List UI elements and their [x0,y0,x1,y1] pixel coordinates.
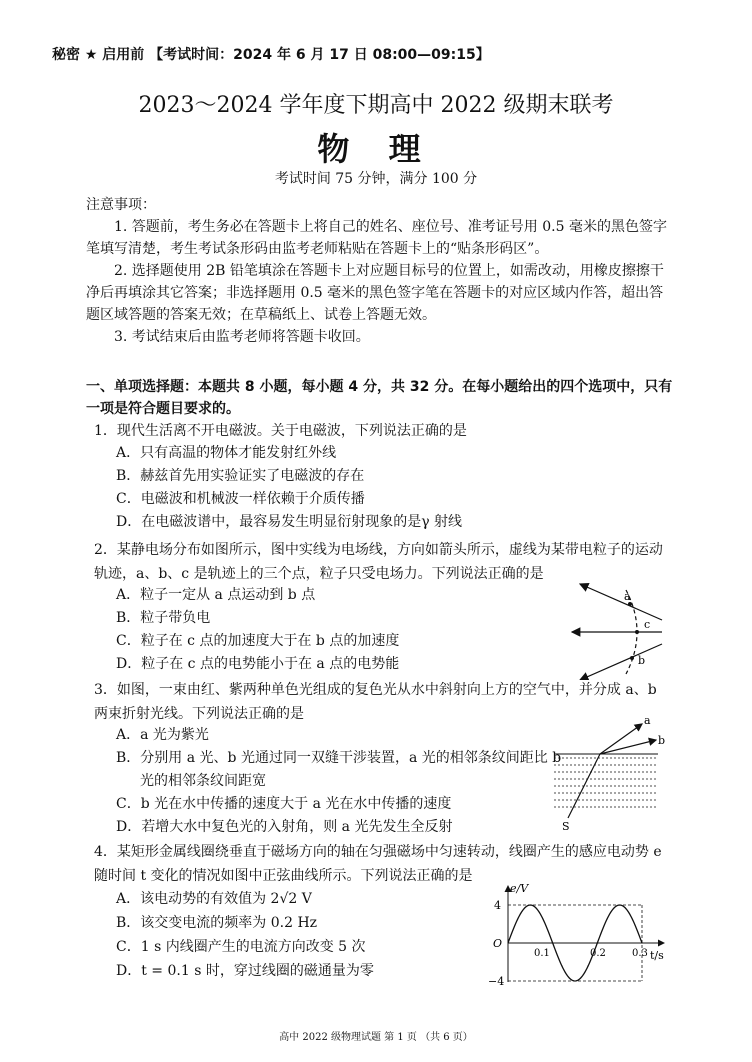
question-4-option-b: B．该交变电流的频率为 0.2 Hz [116,915,318,931]
graph-ytick-min: −4 [488,975,505,988]
graph-xtick-1: 0.1 [534,948,550,959]
question-3-option-d: D．若增大水中复色光的入射角，则 a 光先发生全反射 [116,819,453,835]
label-source-s: S [562,820,570,833]
point-b [630,656,634,660]
question-3-option-c: C．b 光在水中传播的速度大于 a 光在水中传播的速度 [116,796,452,812]
question-1-stem: 1．现代生活离不开电磁波。关于电磁波，下列说法正确的是 [94,423,467,439]
graph-xtick-3: 0.3 [632,948,648,959]
ray-b [600,740,656,754]
label-ray-a: a [644,714,651,727]
question-4-option-d: D．t = 0.1 s 时，穿过线圈的磁通量为零 [116,963,374,979]
question-2-option-a: A．粒子一定从 a 点运动到 b 点 [116,587,316,603]
ray-a [600,724,642,754]
question-4-option-a: A．该电动势的有效值为 2√2 V [116,891,312,907]
exam-time-info: 考试时间 75 分钟，满分 100 分 [274,171,478,187]
question-3-stem: 3．如图，一束由红、紫两种单色光组成的复色光从水中斜射向上方的空气中，并分成 a、b 两束折射光线。下列说法正确的是 [94,682,657,722]
label-b: b [638,654,646,667]
graph-xtick-2: 0.2 [590,948,606,959]
label-c: c [644,618,651,631]
subject-title: 物 理 [317,130,435,168]
section-one-title: 一、单项选择题：本题共 8 小题，每小题 4 分，共 32 分。在每小题给出的四个选项中，只有一项是符合题目要求的。 [86,379,673,417]
water-region [554,758,658,807]
notice-item-2: 2. 选择题使用 2B 铅笔填涂在答题卡上对应题目标号的位置上，如需改动，用橡皮擦擦干净后再填涂其它答案；非选择题用 0.5 毫米的黑色签字笔在答题卡的对应区域内作答，超出答题区域答题的答案无效；在草稿纸上、试卷上答题无效。 [86,263,664,323]
field-line-lower [580,644,662,680]
graph-ylabel: e/V [510,882,529,895]
confidential-header: 秘密 ★ 启用前 【考试时间：2024 年 6 月 17 日 08:00—09:15】 [52,47,490,63]
question-4-option-c: C．1 s 内线圈产生的电流方向改变 5 次 [116,939,366,955]
question-2-option-d: D．粒子在 c 点的电势能小于在 a 点的电势能 [116,656,400,672]
notice-heading: 注意事项： [86,197,156,213]
question-2-option-b: B．粒子带负电 [116,610,211,626]
notice-item-1: 1. 答题前，考生务必在答题卡上将自己的姓名、座位号、准考证号用 0.5 毫米的黑色签字笔填写清楚，考生考试条形码由监考老师粘贴在答题卡上的“贴条形码区”。 [86,219,667,257]
label-a: a [624,590,631,603]
question-2-stem: 2．某静电场分布如图所示，图中实线为电场线，方向如箭头所示，虚线为某带电粒子的运动轨迹，a、b、c 是轨迹上的三个点，粒子只受电场力。下列说法正确的是 [94,542,663,582]
electric-field-figure [566,580,676,680]
graph-origin: O [493,937,503,950]
graph-xlabel: t/s [650,949,664,962]
exam-title: 2023～2024 学年度下期高中 2022 级期末联考 [138,93,614,118]
question-3-option-b: B．分别用 a 光、b 光通过同一双缝干涉装置，a 光的相邻条纹间距比 b 光的相邻条纹间距宽 [116,750,562,789]
point-c [635,630,639,634]
question-4-stem: 4．某矩形金属线圈绕垂直于磁场方向的轴在匀强磁场中匀速转动，线圈产生的感应电动势 e 随时间 t 变化的情况如图中正弦曲线所示。下列说法正确的是 [94,844,662,884]
emf-sine-graph [486,880,674,988]
field-line-upper [580,584,662,620]
refraction-figure [554,712,672,834]
question-3-option-a: A．a 光为紫光 [116,727,209,743]
notice-item-3: 3. 考试结束后由监考老师将答题卡收回。 [114,329,370,345]
question-1-option-a: A．只有高温的物体才能发射红外线 [116,445,337,461]
graph-ytick-max: 4 [494,899,501,912]
question-1-option-c: C．电磁波和机械波一样依赖于介质传播 [116,491,365,507]
question-2-option-c: C．粒子在 c 点的加速度大于在 b 点的加速度 [116,633,400,649]
label-ray-b: b [658,734,666,747]
page-footer: 高中 2022 级物理试题 第 1 页 （共 6 页） [279,1032,473,1043]
question-1-option-b: B．赫兹首先用实验证实了电磁波的存在 [116,468,365,484]
question-1-option-d: D．在电磁波谱中，最容易发生明显衍射现象的是γ 射线 [116,514,463,530]
